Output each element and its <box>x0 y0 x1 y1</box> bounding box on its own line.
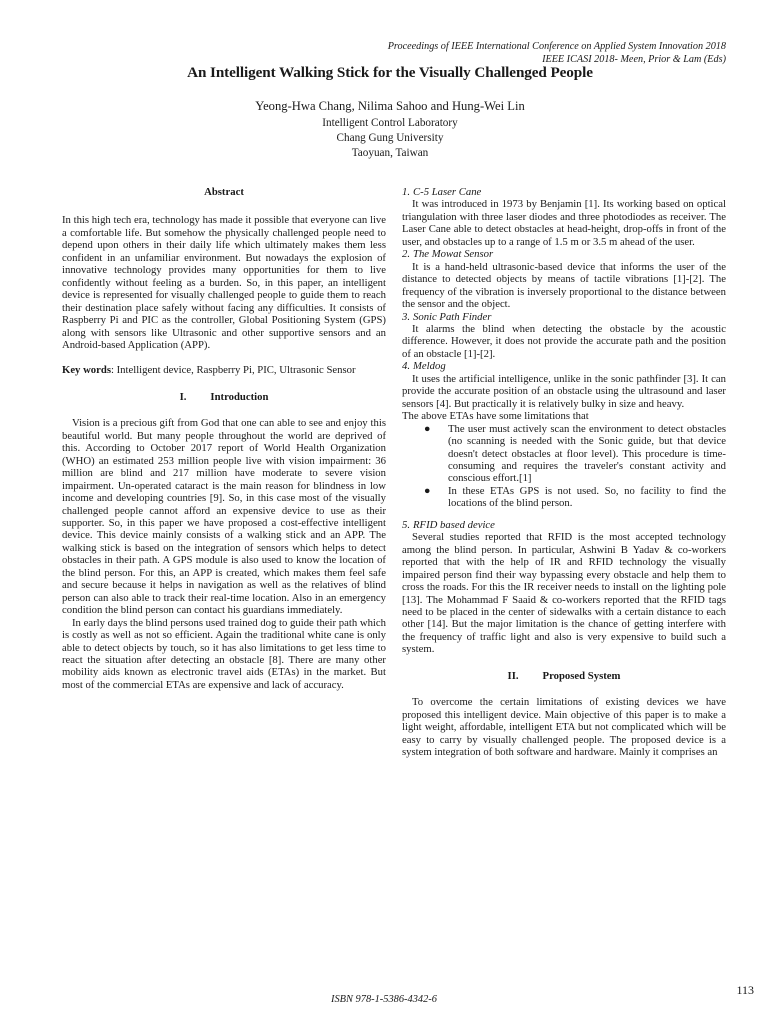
rfid-heading <box>402 519 726 531</box>
proceedings-line-2: IEEE ICASI 2018- Meen, Prior & Lam (Eds) <box>542 54 726 65</box>
introduction-heading <box>62 391 386 403</box>
eta-2-number: 2. <box>402 248 411 261</box>
eta-1-heading <box>402 186 726 198</box>
eta-4-name: Meldog <box>413 360 446 373</box>
eta-1-name: C-5 Laser Cane <box>413 186 482 198</box>
introduction-number: I. <box>179 390 187 403</box>
left-column <box>62 186 386 691</box>
limitation-2-text: In these ETAs GPS is not used. So, no facility to find the locations of the blind person. <box>448 484 726 510</box>
isbn-footer: ISBN 978-1-5386-4342-6 <box>331 994 437 1005</box>
eta-4-text: It uses the artificial intelligence, unlike in the sonic pathfinder [3]. It can provide the accurate position of an obstacle using the ultrasound and laser sensors [4]. But practically it is relatively bulky in size and heavy. <box>402 372 726 410</box>
proceedings-line-1: Proceedings of IEEE International Conference on Applied System Innovation 2018 <box>387 41 726 52</box>
proposed-heading <box>402 670 726 682</box>
eta-2-text: It is a hand-held ultrasonic-based device that informs the user of the distance to detected objects by means of tactile vibrations [1]-[2]. The frequency of the vibration is inversely proportional to the distance between the sensor and the object. <box>402 260 726 311</box>
eta-2-name: The Mowat Sensor <box>413 248 494 261</box>
eta-4-number: 4. <box>402 360 411 373</box>
limitations-list <box>402 423 726 510</box>
eta-4-heading <box>402 360 726 372</box>
introduction-paragraph-1: Vision is a precious gift from God that one can able to see and enjoy this beautiful world. But many people throughout the world are deprived of this. According to October 2017 report of World Health Organization (WHO) an estimated 253 million people live with vision impairment: 36 million are blind and 217 million have moderate to severe vision impairment. Un-operated cataract is the main reason for blindness in low income and developing countries [9]. So, in this case most of the visually challenged people cannot afford an expensive device to use as their supporter. So, in this paper we have proposed a cost-effective intelligent device. This device mainly consists of a walking stick and an APP. The walking stick is based on the integration of sensors which helps to detect obstacles in their path. A GPS module is also used to know the location of the blind person. For this, an APP is created, which makes them feel safe and secure because it helps in navigation as well as the relatives of blind person can also able to track their real-time location. Also in an emergency condition the blind person can contact his guardians immediately. <box>62 417 386 617</box>
eta-3-name: Sonic Path Finder <box>413 310 492 323</box>
eta-3-text: It alarms the blind when detecting the obstacle by the acoustic difference. However, it does not provide the accurate path and the position of an obstacle [1]-[2]. <box>402 322 726 360</box>
bullet-icon: ● <box>424 484 431 497</box>
paper-title: An Intelligent Walking Stick for the Visually Challenged People <box>187 64 593 81</box>
eta-3-heading <box>402 311 726 323</box>
proposed-number: II. <box>507 669 519 682</box>
rfid-number: 5. <box>402 518 411 531</box>
introduction-paragraph-2: In early days the blind persons used trained dog to guide their path which is costly as well as not so efficient. Again the traditional white cane is only able to detect objects by touch, so it has also limitations to get less time to react the situation after detecting an obstacle [8]. There are many other mobility aids known as electronic travel aids (ETAs) in the market. But most of the commercial ETAs are expensive and lack of accuracy. <box>62 616 386 691</box>
eta-1-text: It was introduced in 1973 by Benjamin [1]. Its working based on optical triangulation with three laser diodes and three photodiodes as receiver. The Laser Cane able to detect obstacles at head-height, drop-offs in front of the user, and obstacles up to a range of 1.5 m or 3.5 m ahead of the user. <box>402 198 726 248</box>
bullet-icon: ● <box>424 422 431 435</box>
abstract-heading: Abstract <box>204 186 244 198</box>
keywords-label: Key words <box>62 364 111 377</box>
limitation-1-text: The user must actively scan the environment to detect obstacles (no scanning is needed with the Sonic guide, but that device doesn't detect obstacles at floor level). This procedure is time-consuming and requires the traveler's constant activity and conscious effort.[1] <box>448 422 726 485</box>
proposed-text: To overcome the certain limitations of existing devices we have proposed this intelligent device. Main objective of this paper is to make a light weight, affordable, intelligent ETA but not complicated which will be easy to carry by visually challenged people. The proposed device is a system integration of both software and hardware. Mainly it comprises an <box>402 696 726 759</box>
affiliation-location: Taoyuan, Taiwan <box>351 147 429 159</box>
right-column <box>402 186 726 758</box>
keywords <box>62 364 386 376</box>
eta-2-heading <box>402 248 726 260</box>
keywords-text: : Intelligent device, Raspberry Pi, PIC, Ultrasonic Sensor <box>110 364 356 377</box>
affiliation <box>40 116 740 161</box>
rfid-text: Several studies reported that RFID is the most accepted technology among the blind person. In particular, Ashwini B Yadav & co-workers reported that with the help of IR and RFID technology the visually impaired person find their way bypassing every obstacle and help them to cross the roads. For this the IR receiver needs to install on the lighting pole [13]. The Mohammad F Saaid & co-workers reported that the RFID tags need to be placed in the center of sidewalks with a certain distance to each other [14]. But the major limitation is the chance of getting interfere with the frequency of traffic light and also is very expensive to build such a system. <box>402 531 726 656</box>
introduction-title: Introduction <box>210 390 269 403</box>
list-item <box>424 423 726 485</box>
page-number: 113 <box>736 983 754 997</box>
abstract-text: In this high tech era, technology has made it possible that everyone can live a comfortable life. But somehow the physically challenged people need to depend upon others in their daily life which ultimately makes them less confident in an unfamiliar environment. But nowadays the explosion of innovative technology provides many opportunities for them to live confidently without feeling as a burden. So, in this paper, an intelligent device is represented for visually challenged people to guide them to reach their destination place safely without facing any difficulties. It consists of Raspberry Pi and PIC as the controller, Global Positioning System (GPS) along with sensors like Ultrasonic and other supportive sensors and an Android-based Application (APP). <box>62 214 386 351</box>
eta-1-number: 1. <box>402 186 411 198</box>
affiliation-university: Chang Gung University <box>336 132 444 144</box>
limitations-lead: The above ETAs have some limitations that <box>402 410 589 423</box>
affiliation-lab: Intelligent Control Laboratory <box>322 117 458 129</box>
proceedings-header <box>166 40 726 66</box>
rfid-name: RFID based device <box>413 518 495 531</box>
proposed-title: Proposed System <box>542 669 621 682</box>
eta-3-number: 3. <box>402 310 411 323</box>
list-item <box>424 485 726 510</box>
author-list: Yeong-Hwa Chang, Nilima Sahoo and Hung-Wei Lin <box>255 99 525 113</box>
